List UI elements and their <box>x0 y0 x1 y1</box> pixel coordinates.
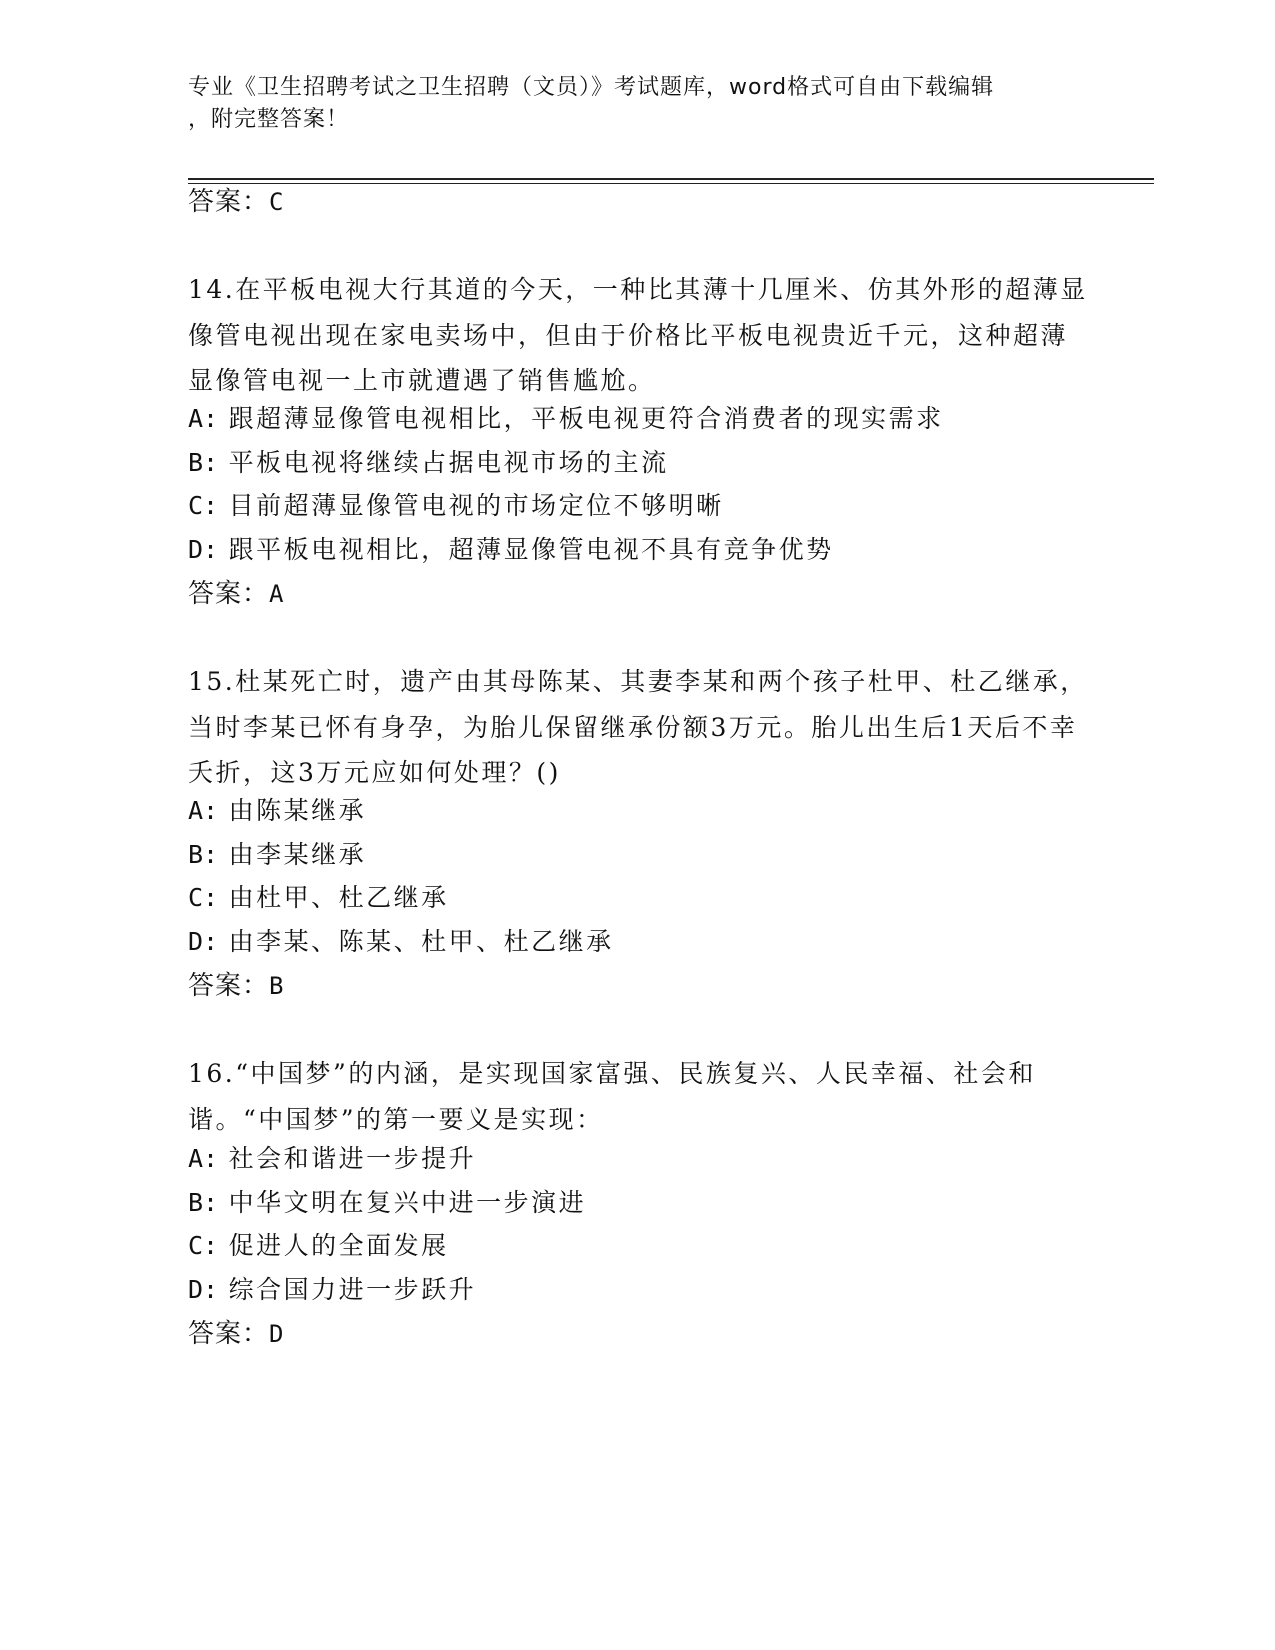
document-header <box>188 72 1088 136</box>
question-16-option-b <box>188 1187 586 1219</box>
question-14-option-d <box>188 534 834 566</box>
option-letter: D: <box>188 927 219 956</box>
option-text: 由杜甲、杜乙继承 <box>228 883 449 912</box>
option-letter: B: <box>188 840 219 869</box>
question-15-option-a <box>188 795 366 827</box>
question-14-stem: 14.在平板电视大行其道的今天，一种比其薄十几厘米、仿其外形的超薄显像管电视出现在家电卖场中，但由于价格比平板电视贵近千元，这种超薄显像管电视一上市就遭遇了销售尴尬。 <box>188 275 1088 395</box>
answer-value: A <box>269 580 285 608</box>
question-15-option-d <box>188 926 614 958</box>
option-text: 社会和谐进一步提升 <box>228 1144 477 1173</box>
option-letter: D: <box>188 535 219 564</box>
header-line-1: 专业《卫生招聘考试之卫生招聘（文员）》考试题库，word格式可自由下载编辑 <box>188 75 995 100</box>
question-15-option-b <box>188 839 366 871</box>
option-letter: C: <box>188 491 219 520</box>
answer-value: C <box>269 188 285 216</box>
option-text: 跟超薄显像管电视相比，平板电视更符合消费者的现实需求 <box>228 404 944 433</box>
option-text: 中华文明在复兴中进一步演进 <box>228 1188 587 1217</box>
question-14-option-a <box>188 403 944 435</box>
question-15-option-c <box>188 882 449 914</box>
question-14-option-c <box>188 490 724 522</box>
question-16-stem: 16.“中国梦”的内涵，是实现国家富强、民族复兴、人民幸福、社会和谐。“中国梦”的第一要义是实现： <box>188 1059 1036 1134</box>
answer-label: 答案： <box>188 187 270 217</box>
option-letter: A: <box>188 796 219 825</box>
option-text: 综合国力进一步跃升 <box>228 1275 477 1304</box>
option-letter: A: <box>188 404 219 433</box>
option-text: 目前超薄显像管电视的市场定位不够明晰 <box>228 491 724 520</box>
option-letter: D: <box>188 1275 219 1304</box>
header-divider-thick <box>188 178 1154 180</box>
question-14-option-b <box>188 447 669 479</box>
option-text: 促进人的全面发展 <box>228 1231 449 1260</box>
option-text: 由李某、陈某、杜甲、杜乙继承 <box>228 927 614 956</box>
answer-label: 答案： <box>188 971 270 1001</box>
option-letter: C: <box>188 883 219 912</box>
option-letter: B: <box>188 1188 219 1217</box>
question-16-option-c <box>188 1230 449 1262</box>
question-16-option-a <box>188 1143 476 1175</box>
question-15-answer <box>188 970 284 1002</box>
option-letter: C: <box>188 1231 219 1260</box>
question-16-option-d <box>188 1274 476 1306</box>
answer-label: 答案： <box>188 1319 270 1349</box>
question-16-answer <box>188 1318 284 1350</box>
previous-answer <box>188 186 284 218</box>
answer-label: 答案： <box>188 579 270 609</box>
option-text: 由陈某继承 <box>228 796 367 825</box>
answer-value: B <box>269 972 285 1000</box>
option-letter: A: <box>188 1144 219 1173</box>
header-line-2: ，附完整答案！ <box>188 107 350 132</box>
option-letter: B: <box>188 448 219 477</box>
option-text: 跟平板电视相比，超薄显像管电视不具有竞争优势 <box>228 535 834 564</box>
answer-value: D <box>269 1320 285 1348</box>
option-text: 由李某继承 <box>228 840 367 869</box>
header-divider-thin <box>188 183 1154 184</box>
option-text: 平板电视将继续占据电视市场的主流 <box>228 448 669 477</box>
question-15-stem: 15.杜某死亡时，遗产由其母陈某、其妻李某和两个孩子杜甲、杜乙继承，当时李某已怀有身孕，为胎儿保留继承份额3万元。胎儿出生后1天后不幸夭折，这3万元应如何处理？() <box>188 667 1088 787</box>
question-14-answer <box>188 578 284 610</box>
